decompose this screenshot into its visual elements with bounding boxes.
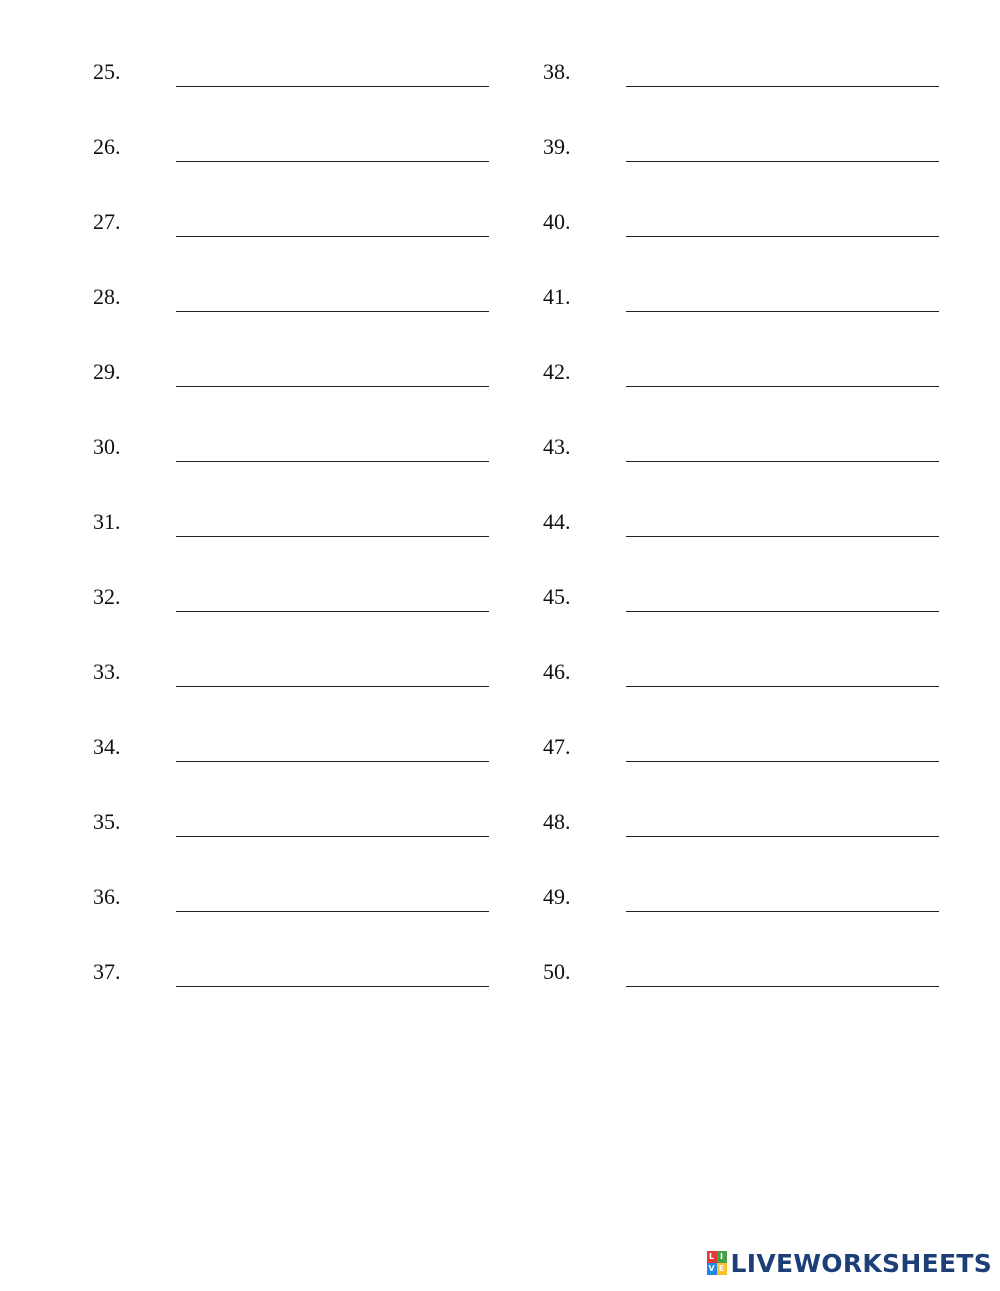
answer-blank-line[interactable] [176, 911, 489, 912]
question-number: 33. [93, 659, 121, 684]
question-row [93, 732, 493, 807]
question-row [543, 357, 943, 432]
question-row [93, 432, 493, 507]
question-row [93, 207, 493, 282]
question-number: 43. [543, 434, 571, 459]
answer-blank-line[interactable] [176, 161, 489, 162]
question-number: 39. [543, 134, 571, 159]
logo-letter-l: L [707, 1251, 717, 1263]
question-row [93, 657, 493, 732]
question-number: 45. [543, 584, 571, 609]
question-row [543, 882, 943, 957]
logo-letter-v: V [708, 1264, 715, 1273]
right-answer-column [543, 57, 943, 1032]
answer-blank-line[interactable] [626, 836, 939, 837]
question-row [93, 282, 493, 357]
answer-blank-line[interactable] [176, 761, 489, 762]
question-row [543, 582, 943, 657]
answer-blank-line[interactable] [626, 311, 939, 312]
question-row [543, 957, 943, 1032]
question-number: 31. [93, 509, 121, 534]
question-row [93, 507, 493, 582]
answer-blank-line[interactable] [626, 911, 939, 912]
answer-blank-line[interactable] [626, 536, 939, 537]
answer-blank-line[interactable] [176, 236, 489, 237]
logo-letter-i: I [717, 1251, 727, 1263]
question-number: 47. [543, 734, 571, 759]
question-number: 27. [93, 209, 121, 234]
answer-blank-line[interactable] [626, 986, 939, 987]
answer-blank-line[interactable] [626, 161, 939, 162]
liveworksheets-logo [707, 1248, 992, 1278]
question-number: 30. [93, 434, 121, 459]
answer-blank-line[interactable] [176, 536, 489, 537]
logo-letter-e: E [717, 1263, 727, 1275]
question-number: 46. [543, 659, 571, 684]
question-row [543, 132, 943, 207]
question-row [543, 207, 943, 282]
answer-blank-line[interactable] [176, 836, 489, 837]
question-row [93, 357, 493, 432]
answer-blank-line[interactable] [626, 386, 939, 387]
question-number: 28. [93, 284, 121, 309]
question-row [543, 657, 943, 732]
question-number: 32. [93, 584, 121, 609]
answer-blank-line[interactable] [176, 386, 489, 387]
answer-blank-line[interactable] [626, 86, 939, 87]
answer-blank-line[interactable] [176, 311, 489, 312]
question-row [543, 432, 943, 507]
question-row [93, 132, 493, 207]
answer-blank-line[interactable] [626, 686, 939, 687]
question-number: 48. [543, 809, 571, 834]
answer-blank-line[interactable] [176, 461, 489, 462]
question-number: 36. [93, 884, 121, 909]
left-answer-column [93, 57, 493, 1032]
question-row [93, 57, 493, 132]
question-row [543, 57, 943, 132]
answer-blank-line[interactable] [176, 86, 489, 87]
question-row [93, 882, 493, 957]
question-row [543, 732, 943, 807]
answer-blank-line[interactable] [176, 686, 489, 687]
question-number: 34. [93, 734, 121, 759]
question-number: 50. [543, 959, 571, 984]
answer-blank-line[interactable] [626, 761, 939, 762]
question-number: 35. [93, 809, 121, 834]
question-row [93, 807, 493, 882]
question-row [93, 957, 493, 1032]
logo-text: LIVEWORKSHEETS [730, 1248, 992, 1278]
answer-blank-line[interactable] [626, 236, 939, 237]
question-row [543, 507, 943, 582]
question-row [93, 582, 493, 657]
question-number: 40. [543, 209, 571, 234]
answer-blank-line[interactable] [626, 461, 939, 462]
question-number: 41. [543, 284, 571, 309]
question-number: 37. [93, 959, 121, 984]
question-number: 38. [543, 59, 571, 84]
answer-blank-line[interactable] [626, 611, 939, 612]
question-number: 44. [543, 509, 571, 534]
question-row [543, 807, 943, 882]
answer-blank-line[interactable] [176, 611, 489, 612]
question-number: 26. [93, 134, 121, 159]
question-number: 29. [93, 359, 121, 384]
question-number: 25. [93, 59, 121, 84]
answer-blank-line[interactable] [176, 986, 489, 987]
question-number: 42. [543, 359, 571, 384]
liveworksheets-logo-icon [707, 1251, 727, 1275]
question-number: 49. [543, 884, 571, 909]
question-row [543, 282, 943, 357]
